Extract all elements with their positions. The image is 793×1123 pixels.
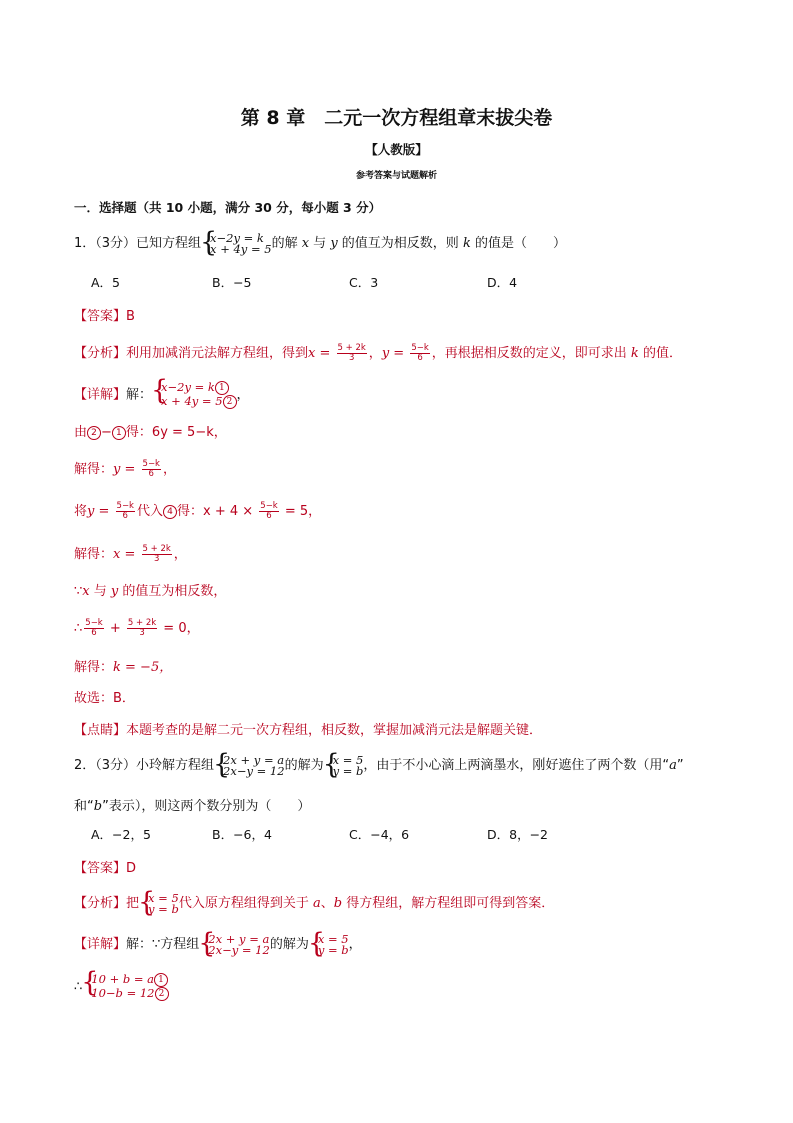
q2-analysis-var-a: a <box>312 896 321 911</box>
q1-step-3 <box>74 500 321 521</box>
q2-answer-tag: 【答案】 <box>74 861 127 876</box>
step7-text-b: k = −5， <box>113 660 173 675</box>
q2-analysis <box>74 892 554 915</box>
step2-y: y = <box>113 462 140 477</box>
q2-detail-mid: 的解为 <box>269 937 309 952</box>
q1-var-x: x <box>301 236 310 251</box>
q2-final-eq1: { 10 + b = a 1 <box>91 973 168 987</box>
q1-var-y: y <box>330 236 338 251</box>
step3-text-a: 将 <box>74 504 88 519</box>
circled-number-icon: 4 <box>163 505 177 519</box>
q1-analysis-text-a: 利用加减消元法解方程组，得到 <box>126 346 309 361</box>
q2-analysis-text-d: 得方程组，解方程组即可得到答案． <box>342 896 555 911</box>
page-title: 第 8 章 二元一次方程组章末拔尖卷 <box>240 107 553 129</box>
frac-numerator: 5−k <box>411 343 429 353</box>
step6-frac-1 <box>84 619 103 638</box>
q2-analysis-var-b: b <box>333 896 343 911</box>
step6-text-b: = 0， <box>159 621 200 636</box>
q1-detail-comma: ， <box>236 387 250 403</box>
step3-text-b: 代入 <box>136 504 163 519</box>
circled-number-icon: 1 <box>215 381 229 395</box>
question-2-stem <box>74 754 684 777</box>
step5-x: x <box>82 584 90 599</box>
q1-step-2 <box>74 458 176 479</box>
step1-text-a: 由 <box>74 425 88 440</box>
step3-y: y = <box>87 504 114 519</box>
q2-eq1: { 2x + y = a <box>223 752 285 767</box>
q1-answer <box>74 305 135 324</box>
q1-analysis-sep: ， <box>368 346 382 361</box>
q2-analysis-text-b: 代入原方程组得到关于 <box>178 896 313 911</box>
frac-denominator: 6 <box>417 353 423 363</box>
q2-analysis-sol1: { x = 5 <box>148 890 179 905</box>
q1-var-k: k <box>462 236 471 251</box>
q2-detail-sol1: { x = 5 <box>317 931 349 946</box>
q1-suffix-a: 的解 <box>271 236 302 251</box>
q1-option-d: D．4 <box>487 275 518 290</box>
q2-suffix-b: ” <box>676 758 684 773</box>
edition-label: 【人教版】 <box>365 142 428 157</box>
q1-detail-eq2: x + 4y = 5 2 <box>161 395 237 409</box>
step4-frac <box>142 545 172 564</box>
step5-text-b: 与 <box>89 584 111 599</box>
q2-analysis-text-c: 、 <box>320 896 334 911</box>
frac-numerator: 5 + 2k <box>127 618 157 628</box>
q1-option-c: C．3 <box>349 275 379 290</box>
step3-frac <box>116 502 135 521</box>
q2-option-a: A．−2，5 <box>91 827 151 842</box>
q1-equation-system <box>201 230 272 256</box>
step2-frac <box>142 460 161 479</box>
q2-detail-eq2: 2x−y = 12 <box>208 942 270 957</box>
step3-frac-2 <box>259 502 278 521</box>
q1-analysis-frac-y <box>410 344 429 363</box>
q2-detail-tag: 【详解】 <box>74 937 127 952</box>
q1-detail <box>74 381 250 409</box>
question-1-stem <box>74 232 566 255</box>
q1-step-5 <box>74 580 226 599</box>
q1-step-7 <box>74 656 172 675</box>
q2-final-equations <box>82 973 168 1001</box>
q2-detail-eq1: { 2x + y = a <box>208 931 270 946</box>
q1-step-4 <box>74 543 187 564</box>
step4-x: x = <box>113 547 140 562</box>
q2-var-a: a <box>669 758 677 773</box>
q2-analysis-tag: 【分析】 <box>74 896 127 911</box>
q2-mid: 的解为 <box>284 758 324 773</box>
q1-choose: 故选：B． <box>74 691 135 706</box>
frac-numerator: 5−k <box>142 459 160 469</box>
q2-answer <box>74 857 136 876</box>
q2-var-b: b <box>93 799 103 814</box>
q2-detail-solution <box>309 931 349 957</box>
q1-analysis-k: k <box>630 346 639 361</box>
q2-final-eq2: 10−b = 12 2 <box>91 987 168 1001</box>
q2-eq2: 2x−y = 12 <box>223 763 285 778</box>
step6-text-a: ∴ <box>74 621 83 636</box>
q2-option-b: B．−6，4 <box>212 827 272 842</box>
q1-analysis-y: y = <box>381 346 409 361</box>
q1-detail-text: 解： <box>126 387 153 403</box>
q1-detail-eq1: { x−2y = k 1 <box>161 381 237 395</box>
step4-text-a: 解得： <box>74 547 114 562</box>
q1-suffix-b: 的值互为相反数，则 <box>337 236 463 251</box>
frac-numerator: 5 + 2k <box>337 343 366 353</box>
step5-text-c: 的值互为相反数， <box>118 584 227 599</box>
frac-denominator: 6 <box>91 628 97 638</box>
q2-option-d: D．8，−2 <box>487 827 549 842</box>
q2-prefix: 2．（3分）小玲解方程组 <box>74 758 215 773</box>
section-heading: 一．选择题（共 10 小题，满分 30 分，每小题 3 分） <box>74 200 382 215</box>
q2-suffix-a: ，由于不小心滴上两滴墨水，刚好遮住了两个数（用“ <box>363 758 670 773</box>
step2-text-a: 解得： <box>74 462 114 477</box>
circled-number-icon: 1 <box>154 973 168 987</box>
step6-frac-2 <box>127 619 157 638</box>
step4-end: ， <box>173 547 187 562</box>
q2-detail-text: 解：∵方程组 <box>126 937 200 952</box>
step3-text-e: = 5， <box>280 504 322 519</box>
circled-number-icon: 2 <box>155 987 169 1001</box>
q2-analysis-text-a: 把 <box>126 896 140 911</box>
circled-number-icon: 1 <box>112 426 126 440</box>
frac-denominator: 6 <box>148 469 154 479</box>
q1-analysis-tag: 【分析】 <box>74 346 127 361</box>
step7-text-a: 解得： <box>74 660 114 675</box>
q1-answer-value: B <box>126 309 135 324</box>
frac-denominator: 3 <box>348 353 355 363</box>
q2-answer-value: D <box>126 861 137 876</box>
q1-step-6 <box>74 617 200 638</box>
q1-yu: 与 <box>309 236 331 251</box>
step3-text-d: 得：x + 4 × <box>177 504 258 519</box>
q1-eq2: x + 4y = 5 <box>210 241 272 256</box>
therefore-symbol: ∴ <box>74 979 83 995</box>
frac-denominator: 6 <box>122 511 128 521</box>
q2-detail-system <box>199 931 270 957</box>
q1-detail-tag: 【详解】 <box>74 387 127 403</box>
q2-detail <box>74 933 362 956</box>
q1-analysis-frac-x <box>337 344 367 363</box>
q1-prefix: 1．（3分）已知方程组 <box>74 236 202 251</box>
q1-comment-tag: 【点睛】 <box>74 723 127 738</box>
frac-denominator: 3 <box>139 628 145 638</box>
q2-detail-sol2: y = b <box>317 942 349 957</box>
q1-analysis-text-c: 的值． <box>638 346 682 361</box>
step5-y: y <box>110 584 119 599</box>
q1-analysis <box>74 342 682 363</box>
q2-analysis-system <box>139 890 179 916</box>
step1-minus: − <box>101 425 112 440</box>
q1-eq1: { x−2y = k <box>210 230 264 245</box>
frac-numerator: 5−k <box>116 501 134 511</box>
circled-number-icon: 2 <box>87 426 101 440</box>
step1-text-b: 得：6y = 5−k， <box>125 425 227 440</box>
frac-numerator: 5−k <box>260 501 278 511</box>
q2-line2-b: ”表示），则这两个数分别为（ ） <box>102 799 311 814</box>
q2-final-system <box>74 973 169 1001</box>
q2-equation-system <box>214 752 285 778</box>
q1-option-b: B．−5 <box>212 275 252 290</box>
q2-sol1: { x = 5 <box>332 752 364 767</box>
q2-detail-end: ， <box>348 937 362 952</box>
q1-suffix-c: 的值是（ ） <box>470 236 566 251</box>
question-2-stem-line2 <box>74 795 310 814</box>
step5-text-a: ∵ <box>74 584 83 599</box>
frac-denominator: 3 <box>153 554 160 564</box>
q2-sol2: y = b <box>332 763 364 778</box>
subtitle: 参考答案与试题解析 <box>355 171 437 181</box>
q2-solution-system <box>324 752 364 778</box>
frac-numerator: 5 + 2k <box>142 544 171 554</box>
circled-number-icon: 2 <box>223 395 237 409</box>
q1-answer-tag: 【答案】 <box>74 309 127 324</box>
q1-analysis-text-b: ，再根据相反数的定义，即可求出 <box>431 346 631 361</box>
q2-analysis-sol2: y = b <box>148 901 179 916</box>
q1-comment-text: 本题考查的是解二元一次方程组，相反数，掌握加减消元法是解题关键． <box>126 723 543 738</box>
q1-comment <box>74 719 542 738</box>
step2-end: ， <box>162 462 176 477</box>
q1-analysis-x: x = <box>308 346 335 361</box>
q1-option-a: A．5 <box>91 275 121 290</box>
frac-denominator: 6 <box>266 511 272 521</box>
q2-option-c: C．−4，6 <box>349 827 410 842</box>
q1-step-1 <box>74 421 227 440</box>
step6-plus: + <box>105 621 125 636</box>
frac-numerator: 5−k <box>85 618 103 628</box>
q2-line2-a: 和“ <box>74 799 94 814</box>
q1-detail-system <box>152 381 237 409</box>
